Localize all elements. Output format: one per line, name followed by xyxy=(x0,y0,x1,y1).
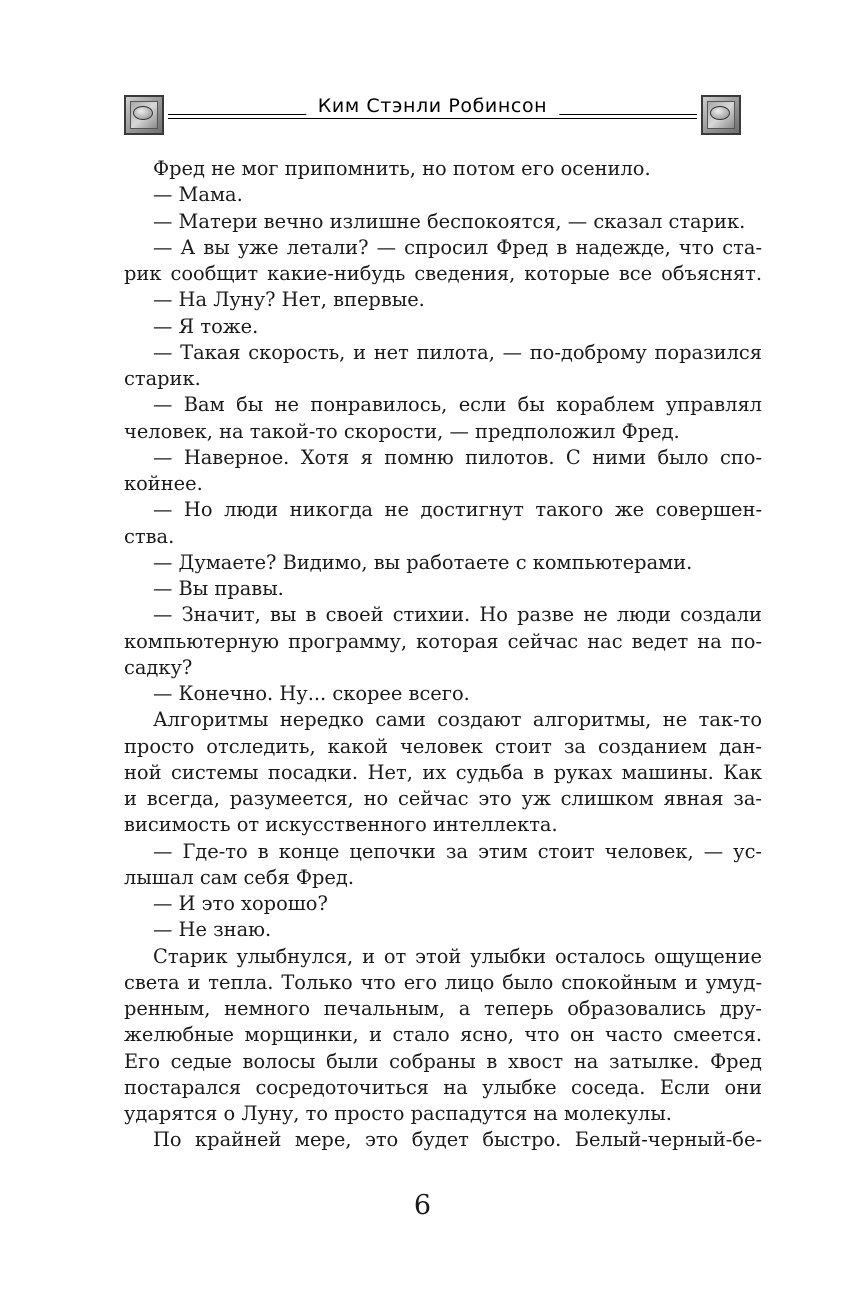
text-line: — Вам бы не понравилось, если бы кораблем управлял xyxy=(153,393,762,417)
text-line: — А вы уже летали? — спросил Фред в надежде, что ста- xyxy=(153,235,762,259)
text-line: висимость от искусственного интеллекта. xyxy=(124,813,558,837)
text-line: ной системы посадки. Нет, их судьба в руках машины. Как xyxy=(124,760,762,784)
text-line: Алгоритмы нередко сами создают алгоритмы, не так-то xyxy=(153,708,762,732)
text-line: ударятся о Луну, то просто распадутся на молекулы. xyxy=(124,1102,672,1125)
text-line: — Такая скорость, и нет пилота, — по-доброму поразился xyxy=(153,340,762,364)
text-line: ства. xyxy=(124,524,175,548)
text-line: — И это хорошо? xyxy=(153,892,328,915)
running-title: Ким Стэнли Робинсон xyxy=(306,95,559,117)
text-line: Его седые волосы были собраны в хвост на затылке. Фред xyxy=(124,1049,762,1073)
text-line: — Матери вечно излишне беспокоятся, — сказал старик. xyxy=(153,209,746,233)
text-line: — Но люди никогда не достигнут такого же совершен- xyxy=(153,498,762,522)
text-line: желюбные морщинки, и стало ясно, что он часто смеется. xyxy=(124,1023,762,1047)
text-line: — Мама. xyxy=(153,183,243,207)
text-line: ренным, немного печальным, а теперь образовались дру- xyxy=(124,997,762,1020)
body-text xyxy=(124,156,762,1154)
text-line: садку? xyxy=(124,655,193,679)
text-line: — Вы правы. xyxy=(153,577,284,600)
text-line: — Значит, вы в своей стихии. Но разве не люди создали xyxy=(153,603,762,627)
text-line: человек, на такой-то скорости, — предположил Фред. xyxy=(124,419,680,443)
text-line: Старик улыбнулся, и от этой улыбки осталось ощущение xyxy=(153,944,762,968)
running-header xyxy=(124,93,741,143)
text-line: — На Луну? Нет, впервые. xyxy=(153,288,425,312)
text-line: койнее. xyxy=(124,472,203,495)
text-line: постарался сосредоточиться на улыбке соседа. Если они xyxy=(124,1075,762,1099)
book-emblem-icon xyxy=(701,95,741,135)
text-line: — Думаете? Видимо, вы работаете с компьютерами. xyxy=(153,550,693,574)
text-line: По крайней мере, это будет быстро. Белый-черный-бе- xyxy=(153,1128,762,1152)
text-line: рик сообщит какие-нибудь сведения, которые все объяснят. xyxy=(124,262,762,285)
text-line: просто отследить, какой человек стоит за созданием дан- xyxy=(124,734,762,758)
book-emblem-icon xyxy=(124,95,164,135)
text-line: Фред не мог припомнить, но потом его осенило. xyxy=(153,157,651,180)
text-line: — Я тоже. xyxy=(153,314,259,338)
text-line: — Не знаю. xyxy=(153,918,272,942)
text-line: лышал сам себя Фред. xyxy=(124,865,354,889)
text-line: — Конечно. Ну... скорее всего. xyxy=(153,682,470,705)
text-line: и всегда, разумеется, но сейчас это уж слишком явная за- xyxy=(124,787,762,810)
text-line: света и тепла. Только что его лицо было спокойным и умуд- xyxy=(124,970,762,994)
text-line: — Наверное. Хотя я помню пилотов. С ними было спо- xyxy=(153,445,762,469)
text-line: — Где-то в конце цепочки за этим стоит человек, — ус- xyxy=(153,839,762,863)
text-line: компьютерную программу, которая сейчас нас ведет на по- xyxy=(124,629,762,653)
text-line: старик. xyxy=(124,367,201,390)
page-number: 6 xyxy=(413,1190,432,1221)
